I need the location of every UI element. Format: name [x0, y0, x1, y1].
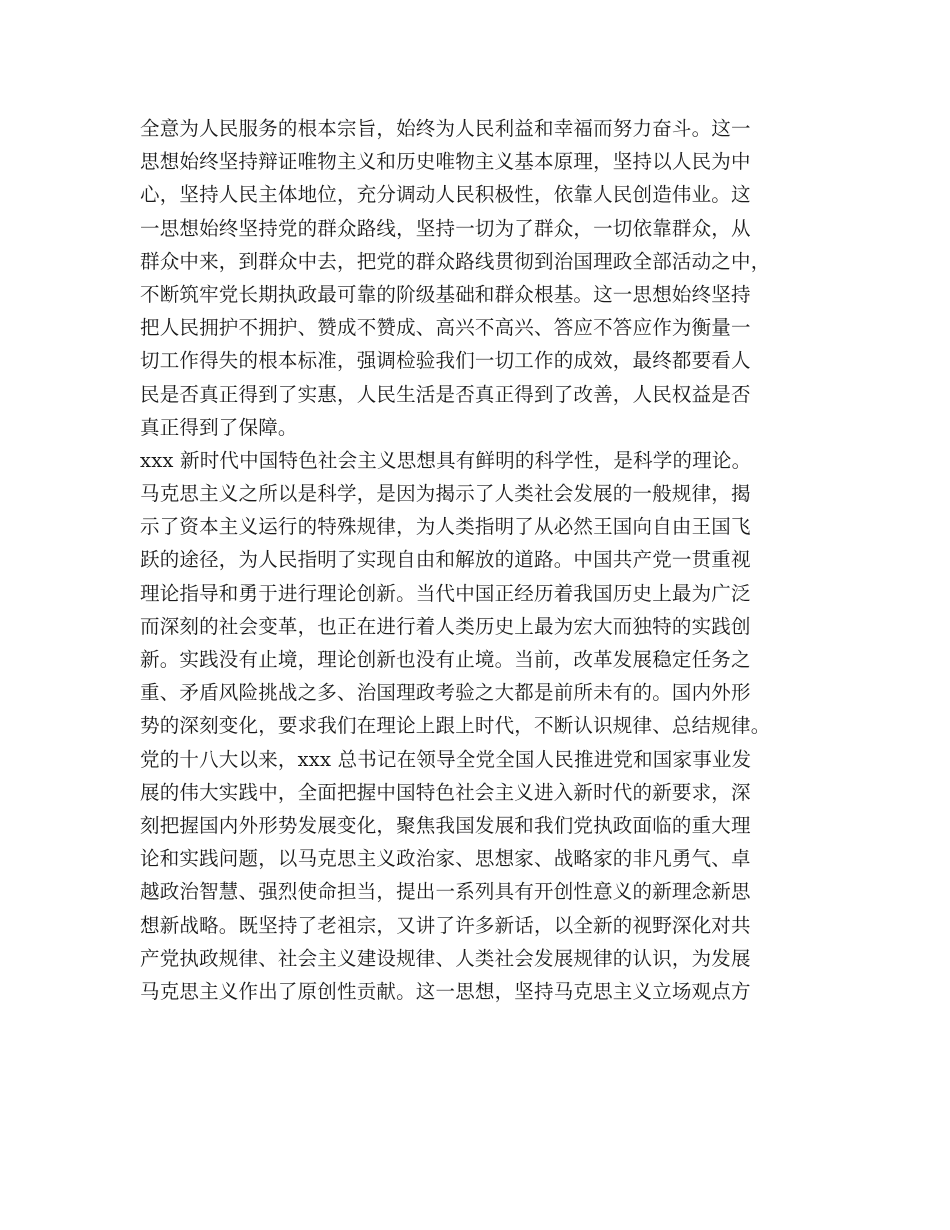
- text-line: 产党执政规律、社会主义建设规律、人类社会发展规律的认识，为发展: [140, 946, 751, 970]
- text-line: 思想始终坚持辩证唯物主义和历史唯物主义基本原理，坚持以人民为中: [140, 150, 751, 174]
- text-line: 心，坚持人民主体地位，充分调动人民积极性，依靠人民创造伟业。这: [140, 183, 751, 207]
- text-line: 想新战略。既坚持了老祖宗，又讲了许多新话，以全新的视野深化对共: [140, 913, 751, 937]
- text-line: 示了资本主义运行的特殊规律，为人类指明了从必然王国向自由王国飞: [140, 515, 751, 539]
- text-line: 理论指导和勇于进行理论创新。当代中国正经历着我国历史上最为广泛: [140, 581, 751, 605]
- text-line: 不断筑牢党长期执政最可靠的阶级基础和群众根基。这一思想始终坚持: [140, 282, 751, 306]
- body-text: [140, 112, 830, 1008]
- text-line: 越政治智慧、强烈使命担当，提出一系列具有开创性意义的新理念新思: [140, 880, 751, 904]
- text-line: 重、矛盾风险挑战之多、治国理政考验之大都是前所未有的。国内外形: [140, 681, 751, 705]
- text-line: 党的十八大以来，xxx 总书记在领导全党全国人民推进党和国家事业发: [140, 747, 752, 771]
- text-line: 跃的途径，为人民指明了实现自由和解放的道路。中国共产党一贯重视: [140, 548, 751, 572]
- text-line: 把人民拥护不拥护、赞成不赞成、高兴不高兴、答应不答应作为衡量一: [140, 316, 751, 340]
- text-line: 民是否真正得到了实惠，人民生活是否真正得到了改善，人民权益是否: [140, 382, 751, 406]
- text-line: 论和实践问题，以马克思主义政治家、思想家、战略家的非凡勇气、卓: [140, 847, 751, 871]
- text-line: 马克思主义作出了原创性贡献。这一思想，坚持马克思主义立场观点方: [140, 979, 751, 1003]
- text-line: 马克思主义之所以是科学，是因为揭示了人类社会发展的一般规律，揭: [140, 482, 751, 506]
- text-line: 群众中来，到群众中去，把党的群众路线贯彻到治国理政全部活动之中，: [140, 249, 771, 273]
- text-line: 新。实践没有止境，理论创新也没有止境。当前，改革发展稳定任务之: [140, 648, 751, 671]
- text-line: 势的深刻变化，要求我们在理论上跟上时代，不断认识规律、总结规律。: [140, 714, 771, 738]
- text-line: 一思想始终坚持党的群众路线，坚持一切为了群众，一切依靠群众，从: [140, 216, 751, 240]
- text-line: 全意为人民服务的根本宗旨，始终为人民利益和幸福而努力奋斗。这一: [140, 117, 751, 140]
- text-line: 真正得到了保障。: [140, 415, 298, 439]
- text-line: 切工作得失的根本标准，强调检验我们一切工作的成效，最终都要看人: [140, 349, 751, 373]
- text-line: 展的伟大实践中，全面把握中国特色社会主义进入新时代的新要求，深: [140, 780, 751, 804]
- text-line: xxx 新时代中国特色社会主义思想具有鲜明的科学性，是科学的理论。: [140, 448, 752, 472]
- text-line: 而深刻的社会变革，也正在进行着人类历史上最为宏大而独特的实践创: [140, 614, 751, 638]
- text-line: 刻把握国内外形势发展变化，聚焦我国发展和我们党执政面临的重大理: [140, 813, 751, 837]
